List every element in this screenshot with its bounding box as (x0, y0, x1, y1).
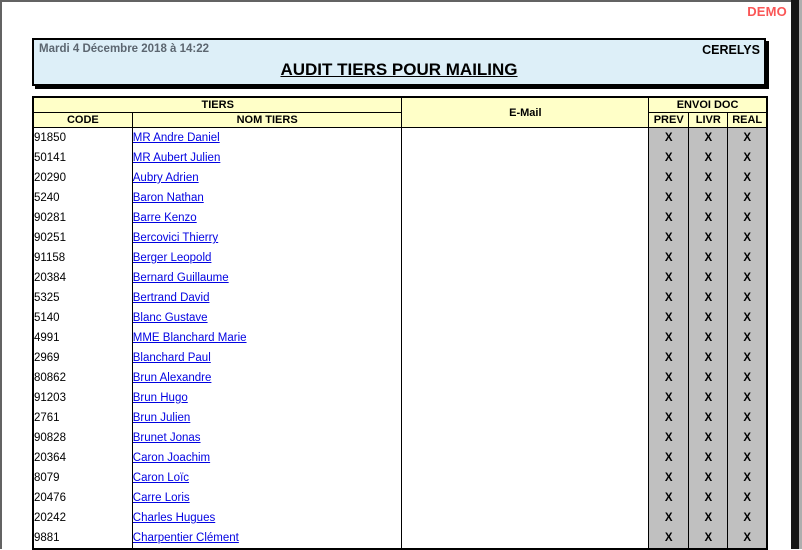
cell-code: 90251 (33, 228, 132, 248)
table-row (33, 148, 767, 168)
mark-prev: X (649, 428, 689, 448)
cell-nom-tiers (132, 488, 402, 508)
mark-livr: X (689, 228, 728, 248)
mark-livr: X (689, 368, 728, 388)
cell-nom-tiers (132, 448, 402, 468)
mark-livr: X (689, 448, 728, 468)
cell-code: 5325 (33, 288, 132, 308)
cell-nom-tiers (132, 148, 402, 168)
tiers-link[interactable]: Bertrand David (132, 292, 210, 304)
cell-code: 2761 (33, 408, 132, 428)
tiers-link[interactable]: Aubry Adrien (132, 172, 199, 184)
mark-livr: X (689, 388, 728, 408)
mark-prev: X (649, 208, 689, 228)
table-body (33, 128, 767, 550)
cell-email (402, 308, 649, 328)
tiers-link[interactable]: Berger Leopold (132, 252, 212, 264)
table-row (33, 268, 767, 288)
mark-real: X (728, 528, 767, 549)
cell-code: 20476 (33, 488, 132, 508)
header-nom-tiers: NOM TIERS (132, 113, 402, 128)
header-group-tiers: TIERS (33, 97, 402, 113)
cell-nom-tiers (132, 288, 402, 308)
cell-email (402, 388, 649, 408)
mark-prev: X (649, 168, 689, 188)
cell-code: 91850 (33, 128, 132, 149)
cell-code: 90828 (33, 428, 132, 448)
mark-real: X (728, 428, 767, 448)
cell-code: 91158 (33, 248, 132, 268)
cell-code: 4991 (33, 328, 132, 348)
cell-email (402, 208, 649, 228)
mark-prev: X (649, 188, 689, 208)
header-group-envoi-doc: ENVOI DOC (649, 97, 767, 113)
tiers-link[interactable]: Bernard Guillaume (132, 272, 229, 284)
cell-nom-tiers (132, 228, 402, 248)
cell-nom-tiers (132, 508, 402, 528)
mark-prev: X (649, 388, 689, 408)
table-row (33, 188, 767, 208)
mark-prev: X (649, 468, 689, 488)
company-name: CERELYS (702, 43, 760, 57)
mark-livr: X (689, 128, 728, 149)
cell-email (402, 488, 649, 508)
cell-nom-tiers (132, 188, 402, 208)
cell-nom-tiers (132, 468, 402, 488)
cell-nom-tiers (132, 368, 402, 388)
mark-livr: X (689, 248, 728, 268)
cell-code: 2969 (33, 348, 132, 368)
mark-real: X (728, 508, 767, 528)
header-prev: PREV (649, 113, 689, 128)
mark-prev: X (649, 268, 689, 288)
mark-prev: X (649, 408, 689, 428)
cell-code: 5140 (33, 308, 132, 328)
mark-real: X (728, 308, 767, 328)
cell-nom-tiers (132, 168, 402, 188)
report-banner (32, 38, 766, 86)
tiers-link[interactable]: Brun Julien (132, 412, 191, 424)
header-email: E-Mail (402, 97, 649, 128)
table-row (33, 368, 767, 388)
report-datetime: Mardi 4 Décembre 2018 à 14:22 (39, 43, 210, 55)
table-row (33, 208, 767, 228)
cell-code: 20364 (33, 448, 132, 468)
mark-prev: X (649, 368, 689, 388)
cell-email (402, 408, 649, 428)
cell-email (402, 428, 649, 448)
mark-livr: X (689, 408, 728, 428)
cell-email (402, 228, 649, 248)
cell-code: 91203 (33, 388, 132, 408)
tiers-link[interactable]: Brunet Jonas (132, 432, 201, 444)
table-row (33, 388, 767, 408)
mark-real: X (728, 388, 767, 408)
mark-real: X (728, 248, 767, 268)
tiers-link[interactable]: Charles Hugues (132, 512, 216, 524)
tiers-link[interactable]: Barre Kenzo (132, 212, 197, 224)
mark-real: X (728, 328, 767, 348)
cell-email (402, 348, 649, 368)
cell-nom-tiers (132, 388, 402, 408)
tiers-link[interactable]: Brun Alexandre (132, 372, 212, 384)
cell-email (402, 128, 649, 149)
mark-prev: X (649, 488, 689, 508)
tiers-link[interactable]: Baron Nathan (132, 192, 204, 204)
table-row (33, 428, 767, 448)
cell-email (402, 248, 649, 268)
mark-livr: X (689, 348, 728, 368)
mark-real: X (728, 288, 767, 308)
cell-email (402, 268, 649, 288)
header-real: REAL (728, 113, 767, 128)
page-title: AUDIT TIERS POUR MAILING (280, 60, 518, 79)
cell-nom-tiers (132, 328, 402, 348)
mark-real: X (728, 348, 767, 368)
table-row (33, 528, 767, 549)
tiers-link[interactable]: Blanc Gustave (132, 312, 208, 324)
mark-livr: X (689, 288, 728, 308)
tiers-link[interactable]: Charpentier Clément (132, 532, 239, 544)
cell-email (402, 188, 649, 208)
mark-real: X (728, 188, 767, 208)
mark-prev: X (649, 128, 689, 149)
cell-nom-tiers (132, 428, 402, 448)
table-row (33, 468, 767, 488)
cell-code: 20242 (33, 508, 132, 528)
window-frame-left (0, 0, 2, 549)
mark-livr: X (689, 468, 728, 488)
mark-real: X (728, 208, 767, 228)
mark-real: X (728, 448, 767, 468)
cell-nom-tiers (132, 408, 402, 428)
cell-email (402, 168, 649, 188)
audit-table (32, 96, 768, 550)
mark-real: X (728, 268, 767, 288)
mark-prev: X (649, 508, 689, 528)
cell-nom-tiers (132, 528, 402, 549)
window-frame-top (0, 0, 802, 2)
tiers-link[interactable]: Blanchard Paul (132, 352, 211, 364)
window-frame-right (791, 0, 799, 549)
table-row (33, 448, 767, 468)
mark-prev: X (649, 348, 689, 368)
tiers-link[interactable]: Brun Hugo (132, 392, 188, 404)
mark-livr: X (689, 488, 728, 508)
cell-email (402, 508, 649, 528)
mark-prev: X (649, 528, 689, 549)
cell-email (402, 528, 649, 549)
cell-nom-tiers (132, 268, 402, 288)
tiers-link[interactable]: MR Aubert Julien (132, 152, 221, 164)
tiers-link[interactable]: Caron Joachim (132, 452, 211, 464)
mark-prev: X (649, 288, 689, 308)
mark-real: X (728, 148, 767, 168)
table-row (33, 408, 767, 428)
mark-livr: X (689, 208, 728, 228)
cell-code: 20384 (33, 268, 132, 288)
mark-prev: X (649, 308, 689, 328)
mark-livr: X (689, 188, 728, 208)
cell-code: 50141 (33, 148, 132, 168)
mark-real: X (728, 168, 767, 188)
cell-code: 9881 (33, 528, 132, 549)
mark-prev: X (649, 328, 689, 348)
cell-email (402, 328, 649, 348)
table-row (33, 168, 767, 188)
mark-livr: X (689, 528, 728, 549)
mark-real: X (728, 228, 767, 248)
cell-nom-tiers (132, 208, 402, 228)
table-row (33, 308, 767, 328)
demo-watermark: DEMO (747, 4, 787, 19)
table-row (33, 248, 767, 268)
table-row (33, 508, 767, 528)
mark-livr: X (689, 508, 728, 528)
mark-real: X (728, 468, 767, 488)
mark-livr: X (689, 268, 728, 288)
cell-nom-tiers (132, 308, 402, 328)
mark-real: X (728, 408, 767, 428)
cell-email (402, 288, 649, 308)
cell-nom-tiers (132, 248, 402, 268)
cell-email (402, 368, 649, 388)
tiers-link[interactable]: Bercovici Thierry (132, 232, 219, 244)
cell-nom-tiers (132, 128, 402, 149)
cell-code: 80862 (33, 368, 132, 388)
table-row (33, 228, 767, 248)
mark-livr: X (689, 308, 728, 328)
cell-code: 8079 (33, 468, 132, 488)
tiers-link[interactable]: Carre Loris (132, 492, 190, 504)
cell-email (402, 468, 649, 488)
table-row (33, 348, 767, 368)
tiers-link[interactable]: Caron Loïc (132, 472, 190, 484)
mark-livr: X (689, 148, 728, 168)
cell-code: 5240 (33, 188, 132, 208)
mark-livr: X (689, 428, 728, 448)
cell-code: 90281 (33, 208, 132, 228)
table-row (33, 128, 767, 149)
mark-real: X (728, 368, 767, 388)
mark-livr: X (689, 168, 728, 188)
mark-prev: X (649, 248, 689, 268)
mark-livr: X (689, 328, 728, 348)
mark-real: X (728, 128, 767, 149)
cell-email (402, 148, 649, 168)
cell-nom-tiers (132, 348, 402, 368)
table-row (33, 328, 767, 348)
mark-prev: X (649, 148, 689, 168)
table-row (33, 488, 767, 508)
table-row (33, 288, 767, 308)
mark-prev: X (649, 448, 689, 468)
header-code: CODE (33, 113, 132, 128)
cell-email (402, 448, 649, 468)
mark-prev: X (649, 228, 689, 248)
tiers-link[interactable]: MME Blanchard Marie (132, 332, 247, 344)
header-livr: LIVR (689, 113, 728, 128)
tiers-link[interactable]: MR Andre Daniel (132, 132, 220, 144)
cell-code: 20290 (33, 168, 132, 188)
table-header (33, 97, 767, 128)
mark-real: X (728, 488, 767, 508)
